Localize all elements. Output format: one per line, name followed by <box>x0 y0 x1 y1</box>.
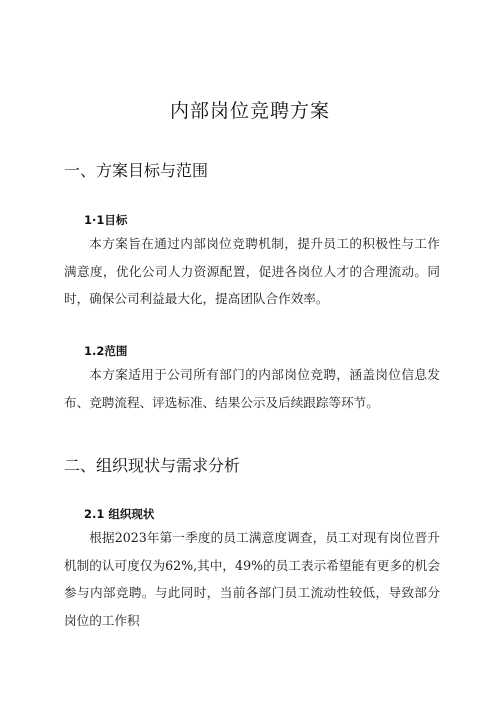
subsection-heading-1-2: 1.2范围 <box>84 344 128 358</box>
paragraph-1-2: 本方案适用于公司所有部门的内部岗位竞聘，涵盖岗位信息发布、竞聘流程、评选标准、结果公示及后续跟踪等环节。 <box>64 367 440 410</box>
paragraph-2-1: 根据2023年第一季度的员工满意度调查，员工对现有岗位晋升机制的认可度仅为62%,其中，49%的员工表示希望能有更多的机会参与内部竞聘。与此同时，当前各部门员工流动性较低，导致部分岗位的工作积 <box>64 530 440 628</box>
subsection-heading-1-1: 1·1目标 <box>84 213 128 227</box>
document-title: 内部岗位竞聘方案 <box>169 100 330 122</box>
section-heading-1: 一、方案目标与范围 <box>64 161 209 180</box>
paragraph-1-1: 本方案旨在通过内部岗位竞聘机制，提升员工的积极性与工作满意度，优化公司人力资源配置，促进各岗位人才的合理流动。同时，确保公司利益最大化，提高团队合作效率。 <box>64 236 440 306</box>
section-heading-2: 二、组织现状与需求分析 <box>64 456 241 475</box>
subsection-heading-2-1: 2.1 组织现状 <box>84 507 155 521</box>
